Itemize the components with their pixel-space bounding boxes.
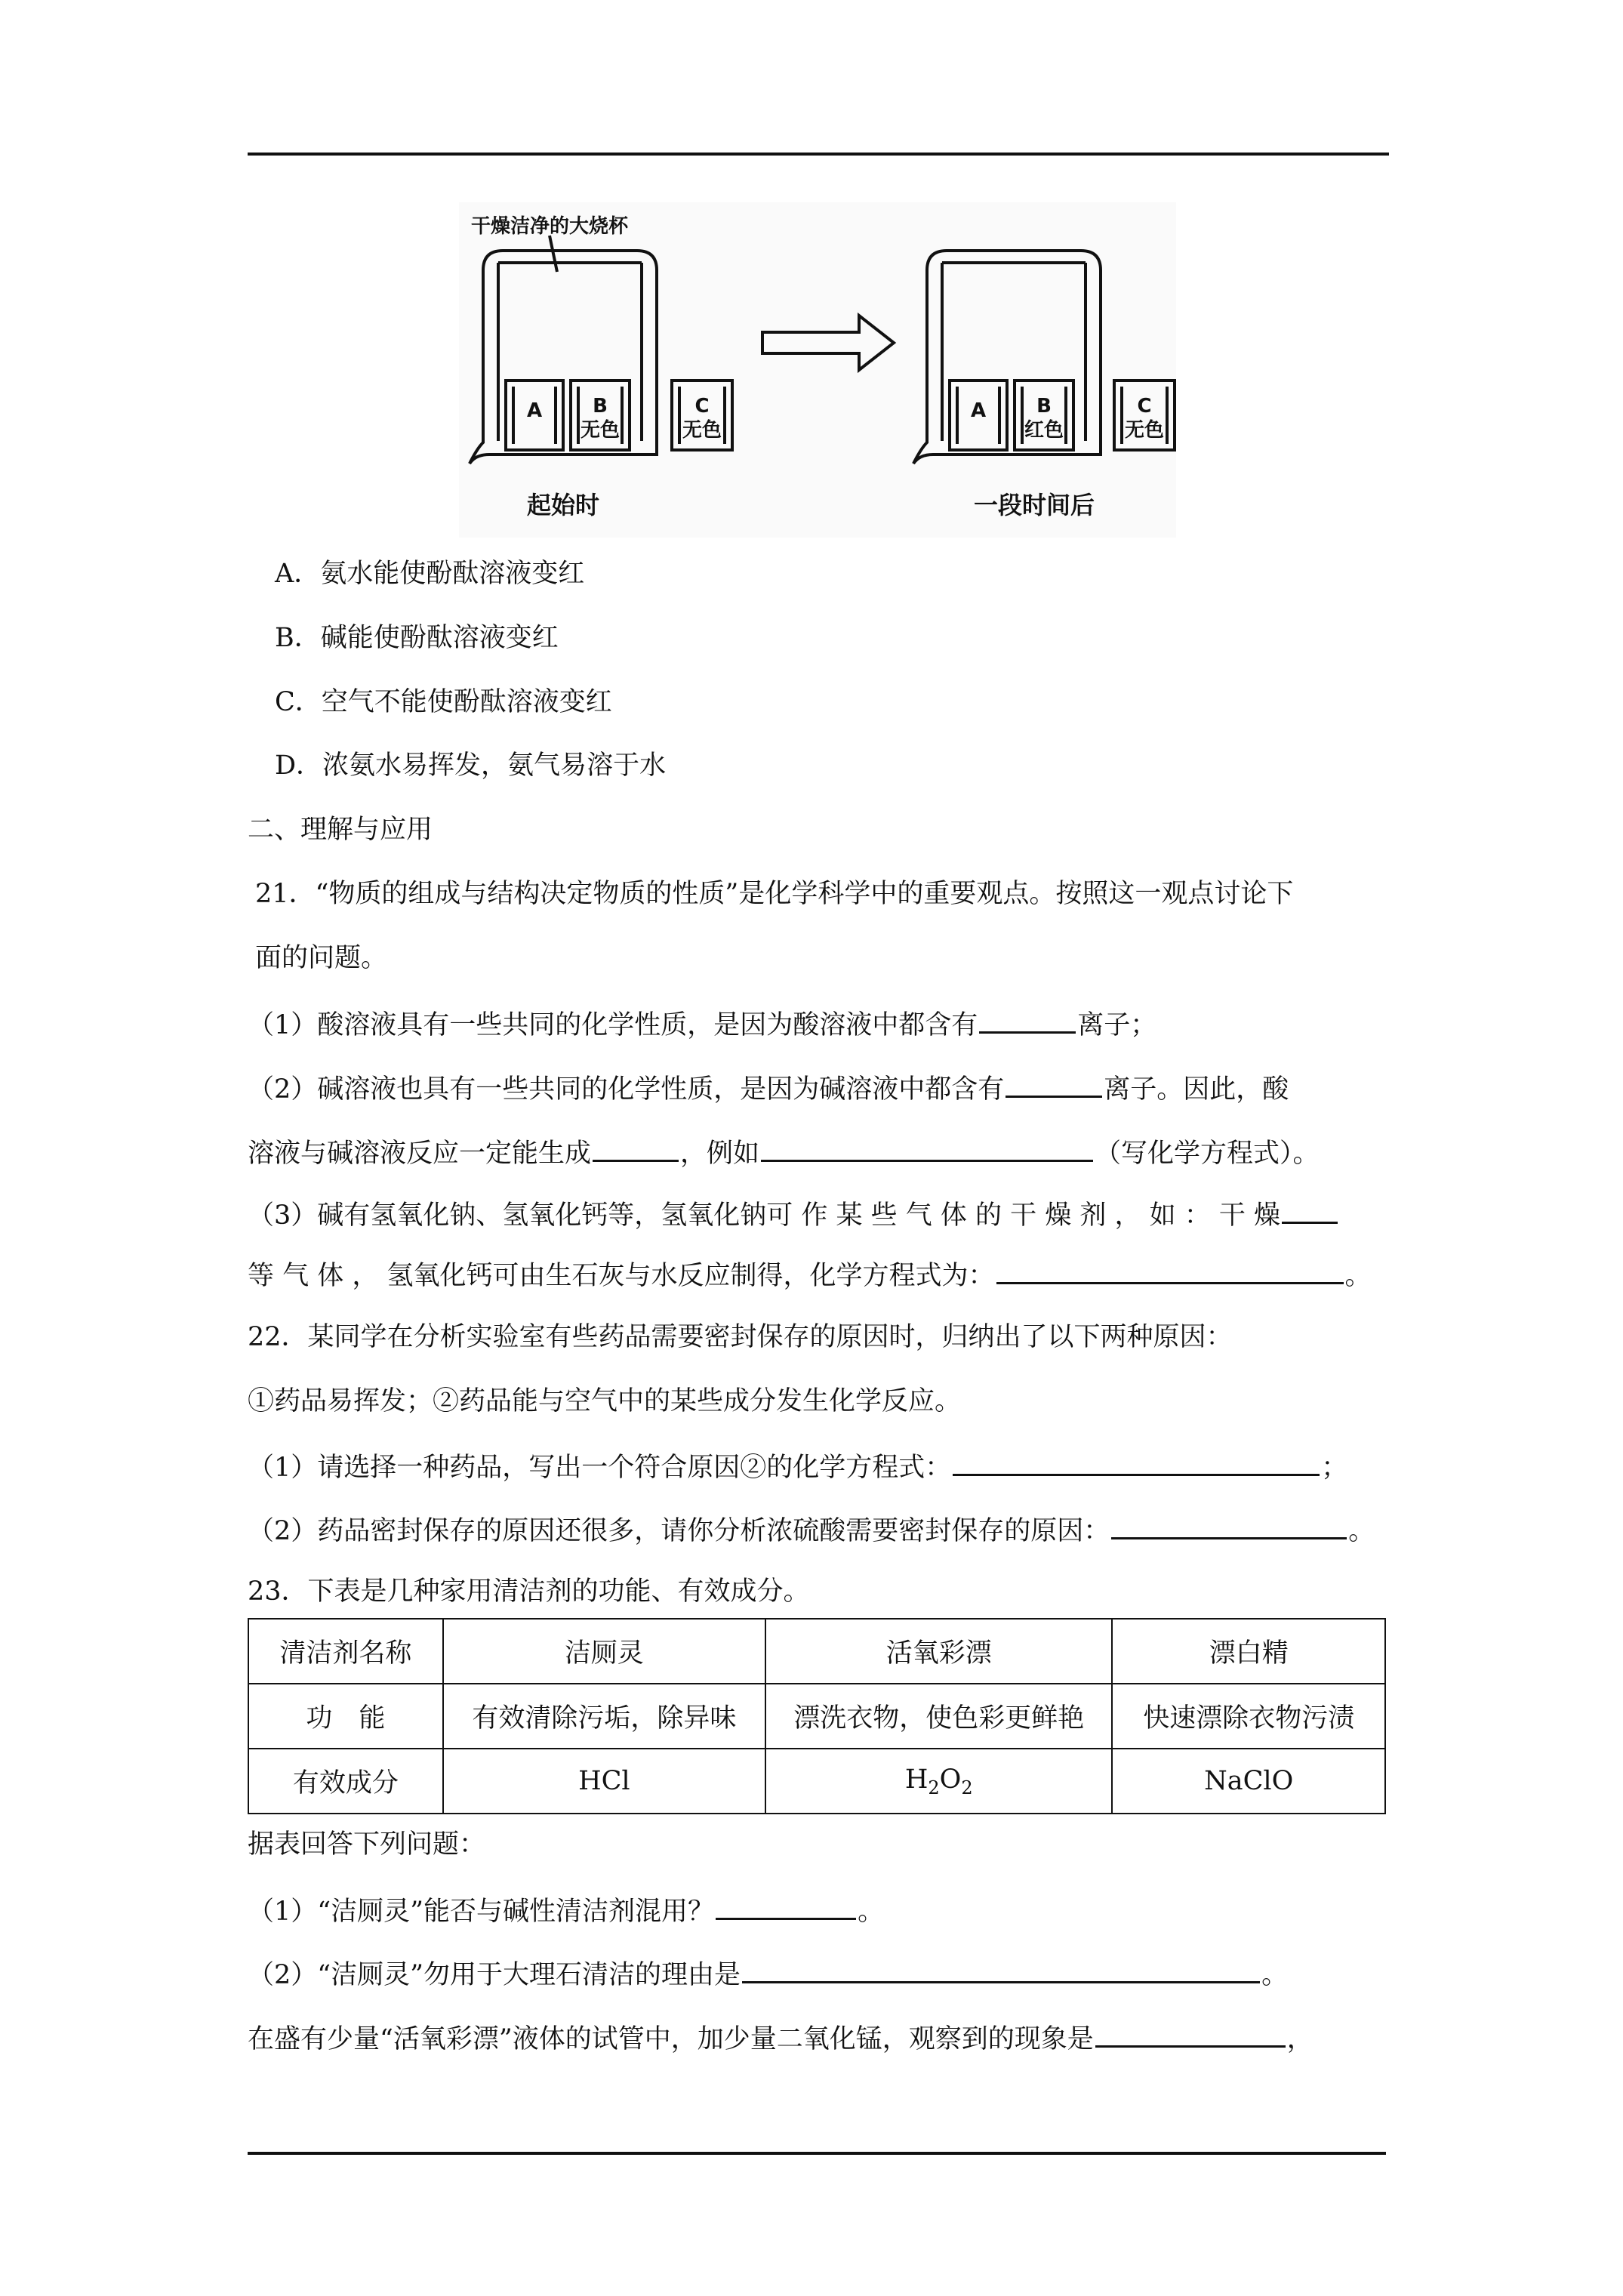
q23-p1-text: （1）“洁厕灵”能否与碱性清洁剂混用？ bbox=[248, 1897, 715, 1927]
q23-p2-text: （2）“洁厕灵”勿用于大理石清洁的理由是 bbox=[248, 1960, 741, 1990]
formula-sub: 2 bbox=[928, 1777, 940, 1798]
table-cell: 活氧彩漂 bbox=[765, 1619, 1112, 1684]
answer-blank[interactable] bbox=[1282, 1196, 1338, 1224]
q21-p1-text: （1）酸溶液具有一些共同的化学性质，是因为酸溶液中都含有 bbox=[248, 1010, 978, 1040]
q23-p3-tail: ， bbox=[1286, 2024, 1313, 2054]
header-rule bbox=[248, 153, 1389, 156]
q22-p1-text: （1）请选择一种药品，写出一个符合原因②的化学方程式： bbox=[248, 1453, 952, 1483]
table-cell: HCl bbox=[443, 1749, 765, 1814]
footer-rule bbox=[248, 2152, 1386, 2155]
answer-blank[interactable] bbox=[716, 1892, 856, 1920]
table-cell-formula bbox=[765, 1749, 1112, 1814]
answer-blank[interactable] bbox=[1095, 2020, 1286, 2048]
answer-blank[interactable] bbox=[593, 1134, 679, 1162]
formula-h: H bbox=[904, 1764, 929, 1795]
q21-part-3 bbox=[248, 1196, 1339, 1232]
beaker-diagram bbox=[459, 202, 1176, 538]
q23-part-1 bbox=[248, 1892, 884, 1928]
table-cell: 漂白精 bbox=[1112, 1619, 1385, 1684]
table-row bbox=[248, 1684, 1385, 1749]
label-b-left: B bbox=[593, 395, 608, 418]
label-c-left: C bbox=[694, 395, 710, 418]
table-cell: 有效清除污垢，除异味 bbox=[443, 1684, 765, 1749]
q23-stem: 23．下表是几种家用清洁剂的功能、有效成分。 bbox=[248, 1576, 810, 1607]
q22-p1-tail: ； bbox=[1321, 1453, 1348, 1483]
q21-p2-note: （写化学方程式）。 bbox=[1095, 1139, 1320, 1169]
table-row bbox=[248, 1749, 1385, 1814]
q21-stem-2: 面的问题。 bbox=[255, 943, 388, 973]
answer-blank[interactable] bbox=[953, 1448, 1320, 1476]
table-cell: 功 能 bbox=[248, 1684, 443, 1749]
formula-o: O bbox=[939, 1764, 962, 1795]
answer-blank[interactable] bbox=[742, 1955, 1260, 1983]
table-cell: 清洁剂名称 bbox=[248, 1619, 443, 1684]
table-cell: 快速漂除衣物污渍 bbox=[1112, 1684, 1385, 1749]
option-a: A．氨水能使酚酞溶液变红 bbox=[275, 559, 585, 589]
q21-p2-text: （2）碱溶液也具有一些共同的化学性质，是因为碱溶液中都含有 bbox=[248, 1074, 1005, 1105]
label-a-left: A bbox=[526, 399, 543, 422]
cleaner-table bbox=[248, 1618, 1386, 1814]
label-a-right: A bbox=[970, 399, 987, 422]
label-b-color-left: 无色 bbox=[580, 419, 621, 442]
q21-p3-text: （3）碱有氢氧化钠、氢氧化钙等，氢氧化钠可 作 某 些 气 体 的 干 燥 剂 ， 如 ： 干 燥 bbox=[248, 1200, 1281, 1231]
q23-p3-text: 在盛有少量“活氧彩漂”液体的试管中，加少量二氧化锰，观察到的现象是 bbox=[248, 2024, 1094, 2054]
table-cell: 洁厕灵 bbox=[443, 1619, 765, 1684]
option-c: C．空气不能使酚酞溶液变红 bbox=[275, 687, 612, 717]
answer-blank[interactable] bbox=[761, 1134, 1093, 1162]
q21-part-3-cont bbox=[248, 1256, 1372, 1293]
q23-after: 据表回答下列问题： bbox=[248, 1829, 486, 1860]
option-d: D．浓氨水易挥发，氨气易溶于水 bbox=[275, 750, 667, 781]
label-b-color-right: 红色 bbox=[1024, 419, 1064, 442]
q22-reasons: ①药品易挥发；②药品能与空气中的某些成分发生化学反应。 bbox=[248, 1386, 962, 1416]
table-cell: 漂洗衣物，使色彩更鲜艳 bbox=[765, 1684, 1112, 1749]
formula-sub: 2 bbox=[961, 1777, 973, 1798]
q22-stem: 22．某同学在分析实验室有些药品需要密封保存的原因时，归纳出了以下两种原因： bbox=[248, 1322, 1233, 1352]
caption-start: 起始时 bbox=[526, 491, 600, 519]
option-b: B．碱能使酚酞溶液变红 bbox=[275, 623, 559, 653]
q21-p2-eg: ，例如 bbox=[680, 1139, 760, 1169]
q22-part-1 bbox=[248, 1448, 1347, 1484]
table-row bbox=[248, 1619, 1385, 1684]
answer-blank[interactable] bbox=[1006, 1070, 1102, 1098]
answer-blank[interactable] bbox=[979, 1006, 1076, 1034]
label-c-color-left: 无色 bbox=[682, 419, 722, 442]
q23-p2-tail: 。 bbox=[1261, 1960, 1289, 1990]
q22-p2-text: （2）药品密封保存的原因还很多，请你分析浓硫酸需要密封保存的原因： bbox=[248, 1516, 1110, 1546]
q23-p1-tail: 。 bbox=[858, 1897, 885, 1927]
q22-part-2 bbox=[248, 1512, 1375, 1548]
q21-p3-tail: 。 bbox=[1344, 1261, 1372, 1291]
label-b-right: B bbox=[1036, 395, 1052, 418]
q21-part-2-cont bbox=[248, 1134, 1320, 1170]
beaker-label: 干燥洁净的大烧杯 bbox=[470, 215, 629, 238]
answer-blank[interactable] bbox=[996, 1256, 1344, 1284]
label-c-color-right: 无色 bbox=[1124, 419, 1165, 442]
q22-p2-tail: 。 bbox=[1348, 1516, 1375, 1546]
q21-p2-tail: 离子。因此，酸 bbox=[1104, 1074, 1289, 1105]
table-cell: 有效成分 bbox=[248, 1749, 443, 1814]
table-cell: NaClO bbox=[1112, 1749, 1385, 1814]
answer-blank[interactable] bbox=[1111, 1512, 1347, 1539]
q21-part-1 bbox=[248, 1006, 1156, 1042]
q21-p1-tail: 离子； bbox=[1077, 1010, 1157, 1040]
section-title: 二、理解与应用 bbox=[248, 815, 433, 845]
label-c-right: C bbox=[1137, 395, 1152, 418]
q23-part-3 bbox=[248, 2020, 1313, 2056]
experiment-figure bbox=[459, 202, 1176, 538]
q21-part-2 bbox=[248, 1070, 1289, 1106]
q23-part-2 bbox=[248, 1955, 1288, 1992]
q21-p3-cont: 等 气 体 ， 氢氧化钙可由生石灰与水反应制得，化学方程式为： bbox=[248, 1261, 995, 1291]
q21-p2-cont: 溶液与碱溶液反应一定能生成 bbox=[248, 1139, 592, 1169]
q21-stem-1: 21．“物质的组成与结构决定物质的性质”是化学科学中的重要观点。按照这一观点讨论下 bbox=[255, 879, 1294, 909]
caption-after: 一段时间后 bbox=[973, 491, 1095, 519]
